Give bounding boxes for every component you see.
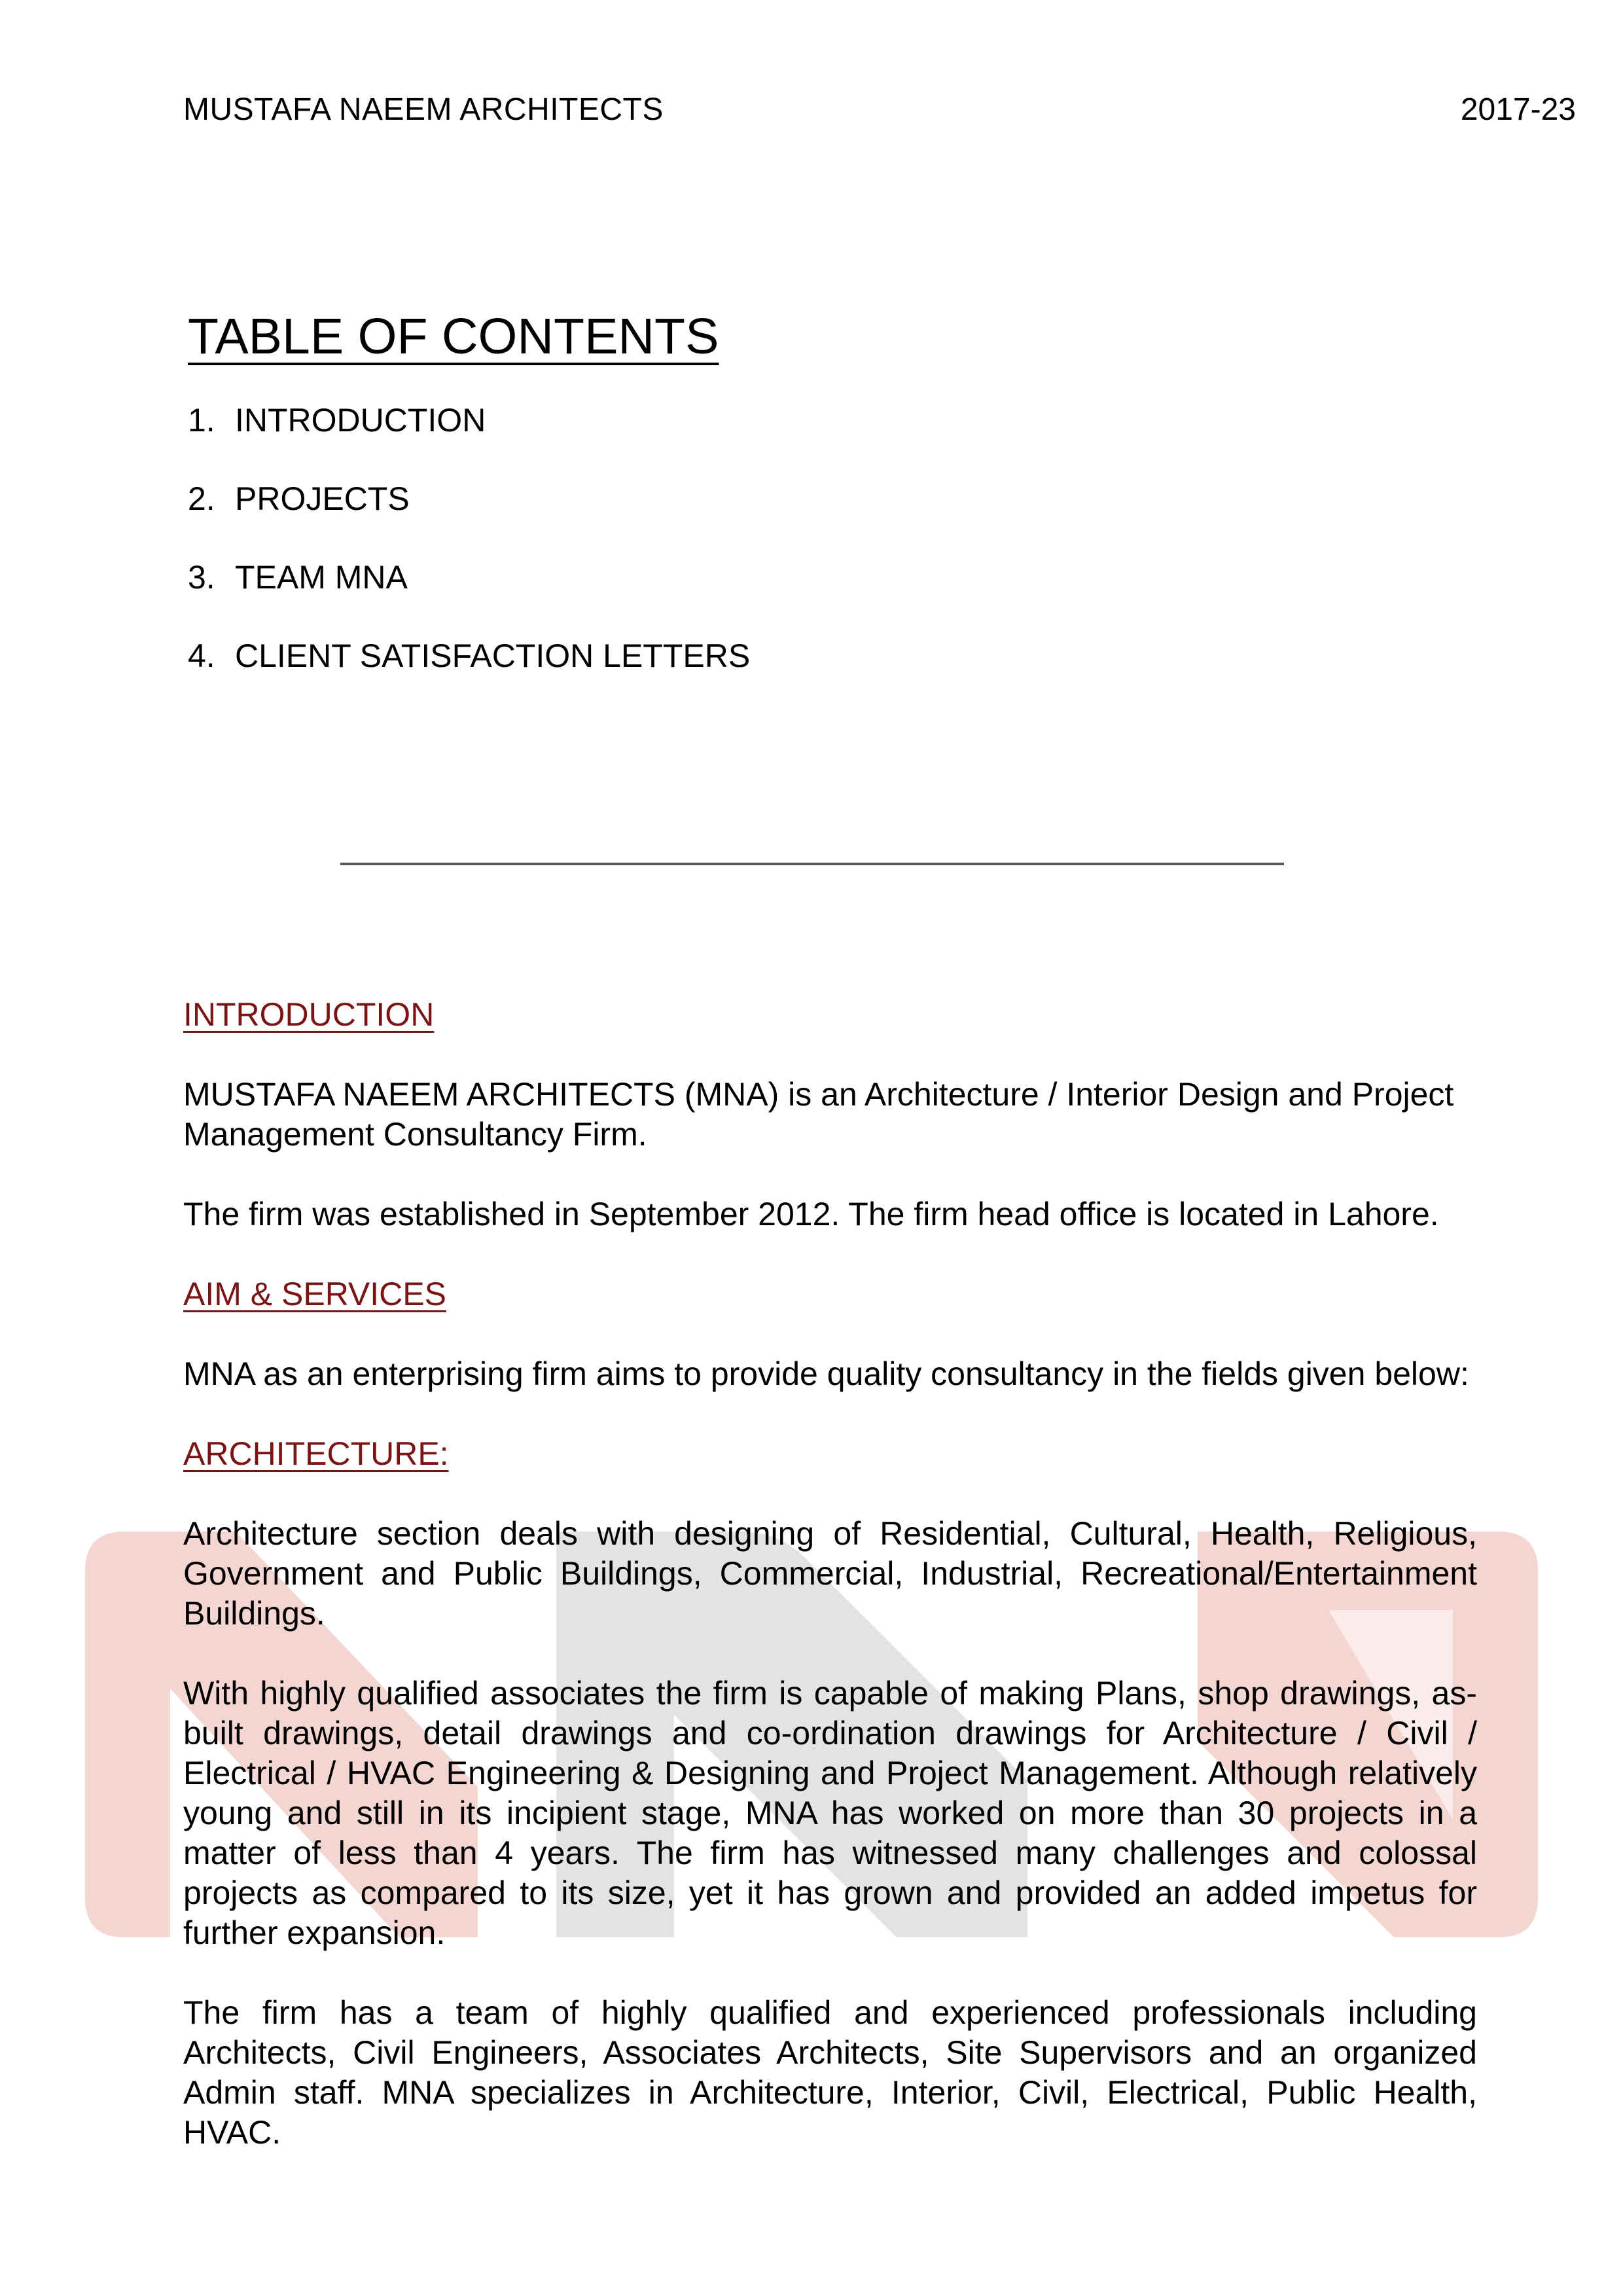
toc-item-number: 4. — [188, 637, 215, 674]
intro-paragraph-1: MUSTAFA NAEEM ARCHITECTS (MNA) is an Architecture / Interior Design and Project Management Consultancy Firm. — [183, 1076, 1454, 1153]
toc-list — [188, 401, 750, 715]
toc-item-label: INTRODUCTION — [235, 402, 486, 439]
body-content — [183, 995, 1477, 2153]
section-divider — [340, 863, 1284, 865]
toc-title: TABLE OF CONTENTS — [188, 308, 719, 365]
intro-paragraph-2: The firm was established in September 2012. The firm head office is located in Lahore. — [183, 1196, 1439, 1232]
header-firm-name: MUSTAFA NAEEM ARCHITECTS — [183, 92, 664, 127]
aim-paragraph: MNA as an enterprising firm aims to provide quality consultancy in the fields given below: — [183, 1355, 1469, 1392]
toc-item[interactable] — [188, 636, 750, 715]
toc-item[interactable] — [188, 558, 750, 636]
toc-item[interactable] — [188, 479, 750, 558]
architecture-paragraph-3: The firm has a team of highly qualified and experienced professionals including Architects, Civil Engineers, Associates Architects, Site Supervisors and an organized Admin staff. MNA specializes in Architecture, Interior, Civil, Electrical, Public Health, HVAC. — [183, 1994, 1477, 2151]
toc-item-label: PROJECTS — [235, 480, 410, 517]
toc-item[interactable] — [188, 401, 750, 479]
header-years: 2017-23 — [1460, 92, 1576, 127]
toc-item-label: TEAM MNA — [235, 559, 408, 596]
toc-item-number: 2. — [188, 480, 215, 517]
toc-item-number: 3. — [188, 559, 215, 596]
introduction-heading: INTRODUCTION — [183, 996, 435, 1033]
architecture-heading: ARCHITECTURE: — [183, 1435, 449, 1472]
architecture-paragraph-2: With highly qualified associates the firm is capable of making Plans, shop drawings, as-built drawings, detail drawings and co-ordination drawings for Architecture / Civil / Electrical / HVAC Engineering & Designing and Project Management. Although relatively young and still in its incipient stage, MNA has worked on more than 30 projects in a matter of less than 4 years. The firm has witnessed many challenges and colossal projects as compared to its size, yet it has grown and provided an added impetus for further expansion. — [183, 1675, 1477, 1951]
architecture-paragraph-1: Architecture section deals with designing of Residential, Cultural, Health, Religious, Government and Public Buildings, Commercial, Industrial, Recreational/Entertainment Buildings. — [183, 1515, 1477, 1632]
toc-item-label: CLIENT SATISFACTION LETTERS — [235, 637, 751, 674]
toc-item-number: 1. — [188, 402, 215, 439]
aim-services-heading: AIM & SERVICES — [183, 1276, 446, 1312]
